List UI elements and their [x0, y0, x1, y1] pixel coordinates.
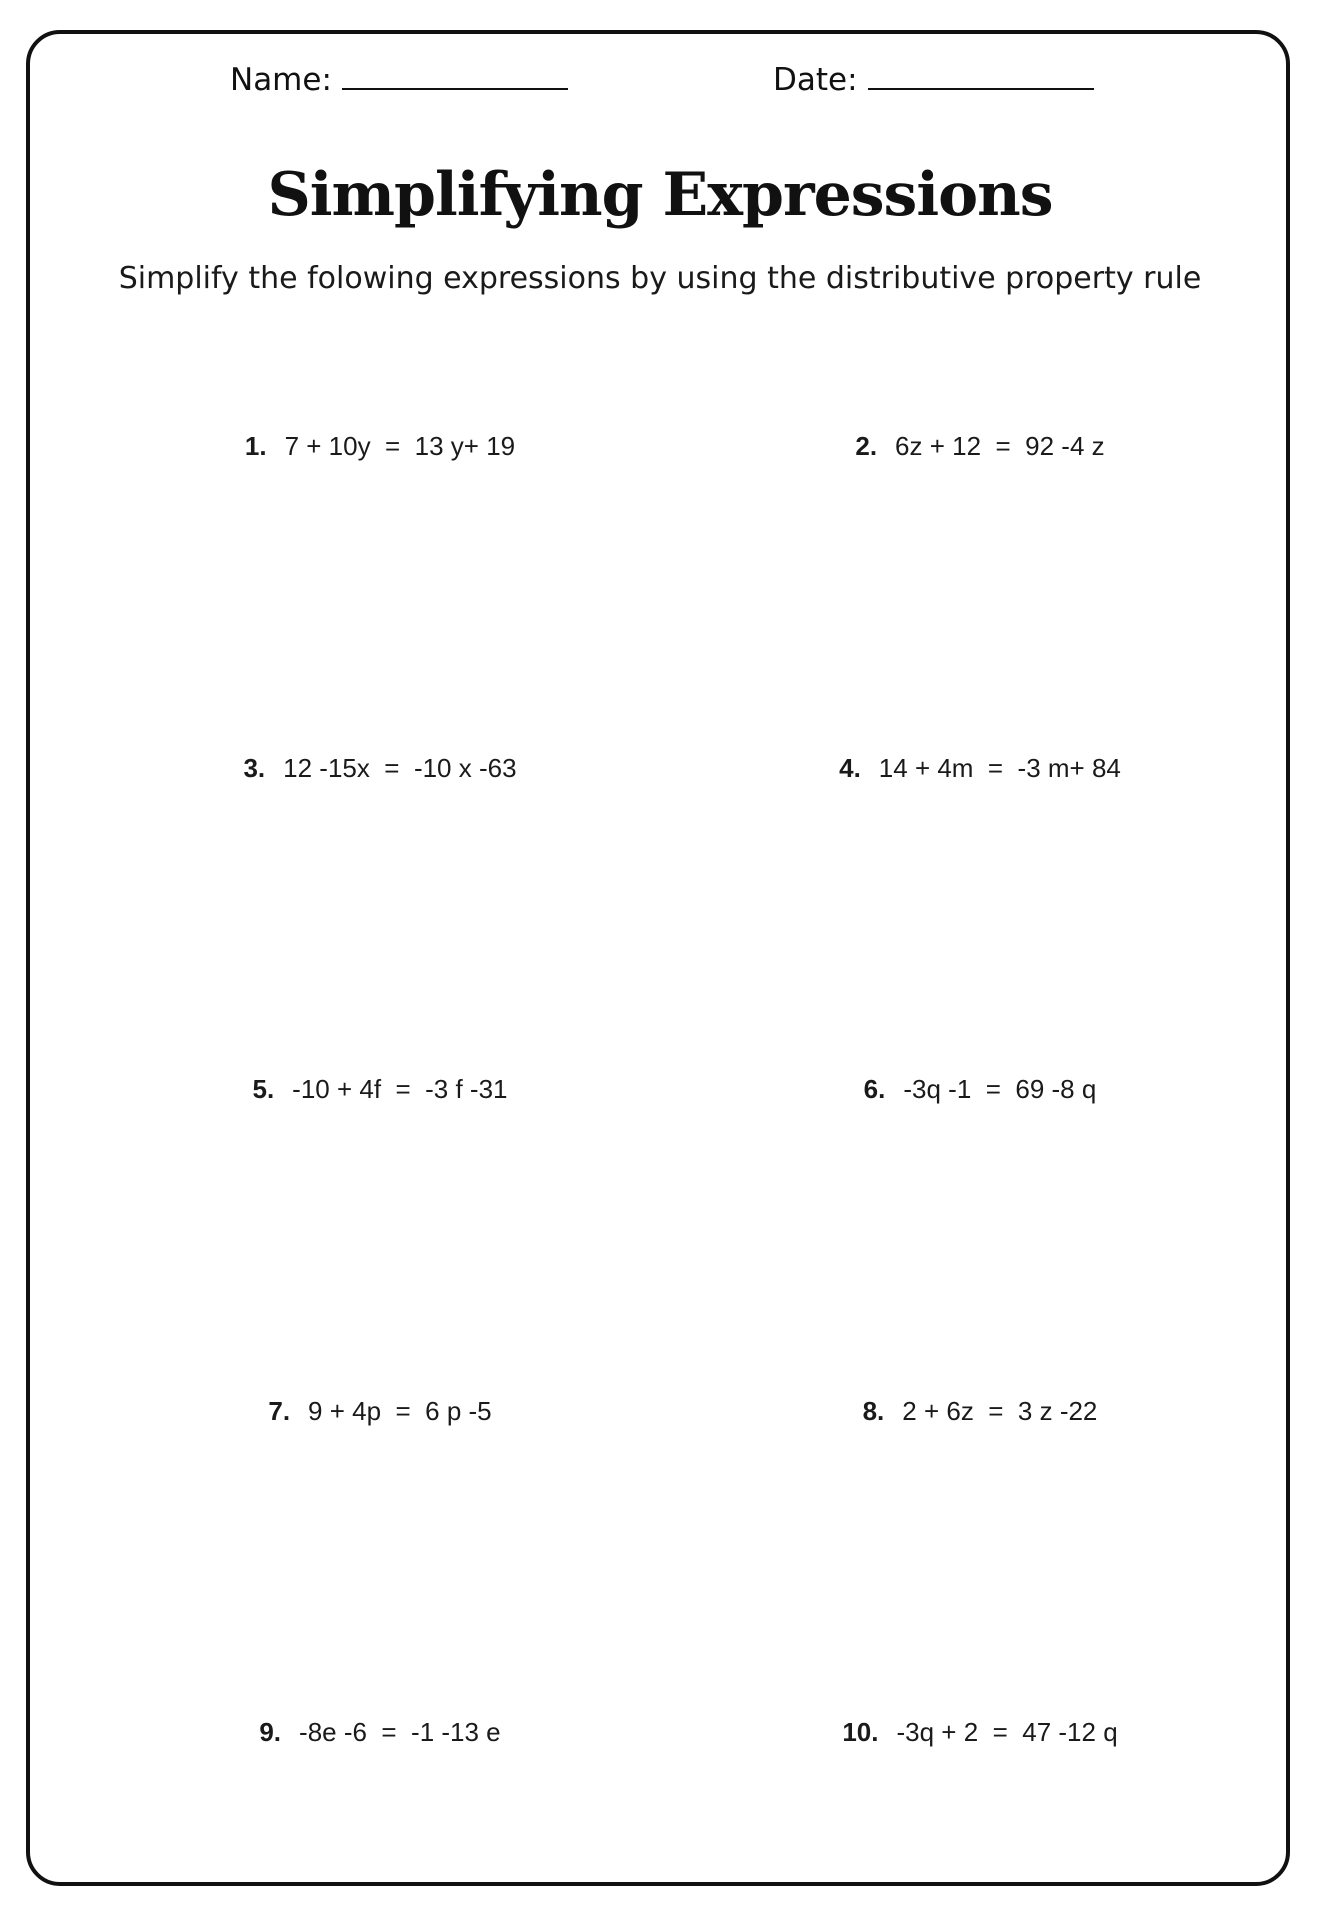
problem-expression: -3q -1 = 69 -8 q — [903, 1074, 1097, 1104]
worksheet-title: Simplifying Expressions — [267, 160, 1053, 230]
problem-expression: -10 + 4f = -3 f -31 — [292, 1074, 508, 1104]
problem-2 — [700, 431, 1260, 462]
problem-number: 1. — [244, 431, 267, 461]
problem-5 — [100, 1074, 660, 1105]
problem-expression: 14 + 4m = -3 m+ 84 — [878, 753, 1121, 783]
problem-number: 7. — [268, 1396, 291, 1426]
problem-9 — [100, 1717, 660, 1748]
date-label: Date: — [773, 62, 858, 98]
name-field — [230, 62, 568, 98]
problem-expression: -3q + 2 = 47 -12 q — [896, 1717, 1118, 1747]
name-blank-line[interactable] — [342, 64, 568, 90]
problem-number: 6. — [863, 1074, 886, 1104]
date-field — [773, 62, 1094, 98]
problem-10 — [700, 1717, 1260, 1748]
name-label: Name: — [230, 62, 332, 98]
problem-number: 5. — [252, 1074, 275, 1104]
problem-expression: 12 -15x = -10 x -63 — [283, 753, 517, 783]
problem-expression: 7 + 10y = 13 y+ 19 — [284, 431, 516, 461]
problem-7 — [100, 1396, 660, 1427]
problem-6 — [700, 1074, 1260, 1105]
date-blank-line[interactable] — [868, 64, 1094, 90]
problem-number: 2. — [855, 431, 878, 461]
problem-number: 4. — [839, 753, 861, 783]
worksheet-instructions: Simplify the folowing expressions by using the distributive property rule — [118, 261, 1202, 296]
worksheet-border — [26, 30, 1290, 1886]
problem-expression: 2 + 6z = 3 z -22 — [902, 1396, 1098, 1426]
problem-number: 10. — [842, 1717, 879, 1747]
problem-4 — [700, 753, 1260, 784]
problem-expression: 9 + 4p = 6 p -5 — [308, 1396, 492, 1426]
problem-number: 9. — [259, 1717, 282, 1747]
problem-number: 8. — [862, 1396, 885, 1426]
problem-number: 3. — [243, 753, 266, 783]
problem-3 — [100, 753, 660, 784]
problem-1 — [100, 431, 660, 462]
problem-expression: 6z + 12 = 92 -4 z — [895, 431, 1105, 461]
problem-8 — [700, 1396, 1260, 1427]
problem-expression: -8e -6 = -1 -13 e — [299, 1717, 501, 1747]
